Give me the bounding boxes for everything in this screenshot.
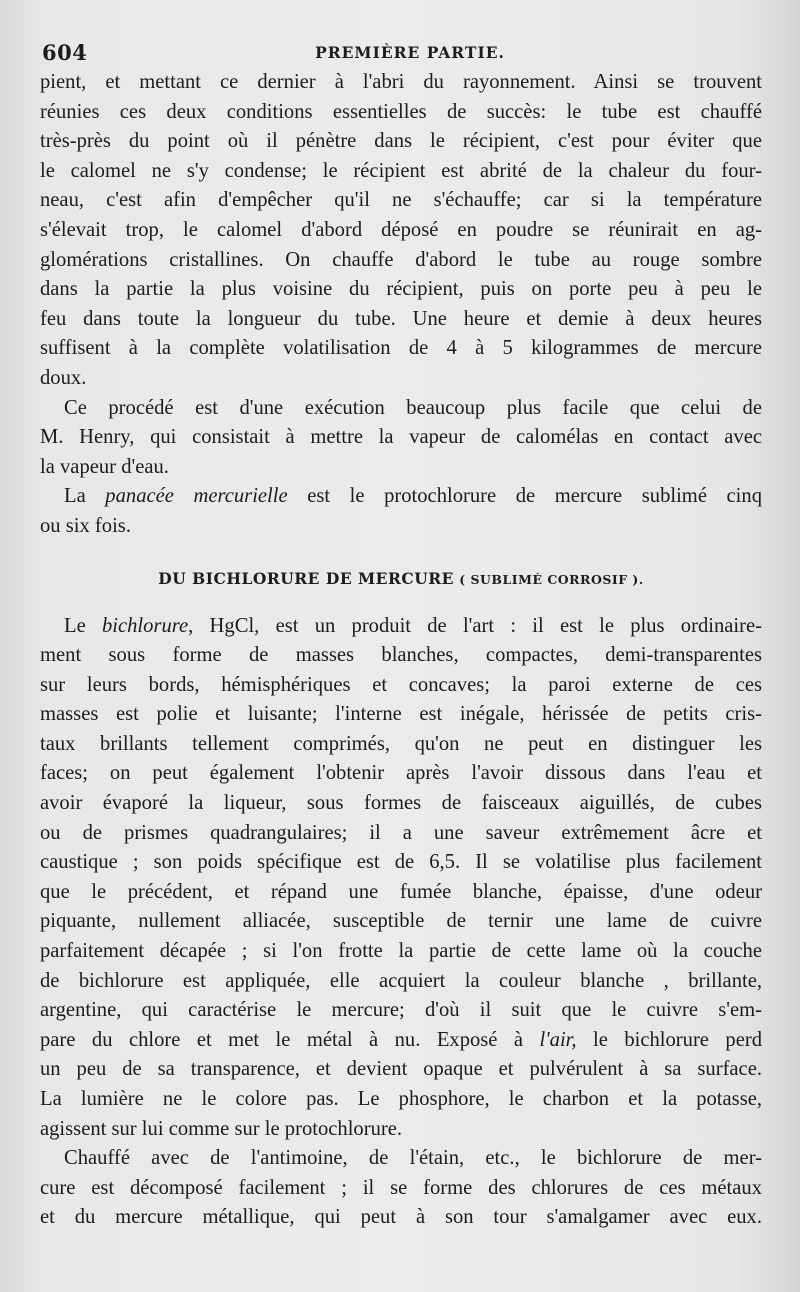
text-line: [40, 482, 762, 512]
body-text-top: [40, 68, 762, 542]
text-line: [40, 1026, 762, 1056]
text-line: un peu de sa transparence, et devient opaque et pulvérulent à sa surface.: [40, 1058, 762, 1081]
text-span: La: [64, 485, 106, 508]
text-line: avoir évaporé la liqueur, sous formes de faisceaux aiguillés, de cubes: [40, 792, 762, 815]
text-span: est le protochlorure de mercure sublimé cinq: [287, 485, 762, 508]
text-line: dans la partie la plus voisine du récipient, puis on porte peu à peu le: [40, 278, 762, 301]
text-line: parfaitement décapée ; si l'on frotte la partie de cette lame où la couche: [40, 940, 762, 963]
section-subtitle: ( SUBLIMÉ CORROSIF ).: [459, 571, 644, 587]
section-title: DU BICHLORURE DE MERCURE: [158, 568, 454, 588]
italic-term: panacée mercurielle: [105, 485, 288, 508]
text-span: Le: [64, 614, 102, 637]
text-line: caustique ; son poids spécifique est de 6,5. Il se volatilise plus facilement: [40, 851, 762, 874]
paragraph: [40, 1144, 762, 1233]
text-line: Chauffé avec de l'antimoine, de l'étain, etc., le bichlorure de mer-: [64, 1147, 762, 1170]
text-line: feu dans toute la longueur du tube. Une heure et demie à deux heures: [40, 307, 762, 330]
text-span: pare du chlore et met le métal à nu. Exposé à: [40, 1028, 540, 1051]
text-line: de bichlorure est appliquée, elle acquiert la couleur blanche , brillante,: [40, 969, 762, 992]
page-header: [40, 38, 762, 68]
text-line: taux brillants tellement comprimés, qu'on ne peut en distinguer les: [40, 732, 762, 755]
body-text-bottom: [40, 612, 762, 1233]
text-line: pient, et mettant ce dernier à l'abri du rayonnement. Ainsi se trouvent: [40, 71, 762, 93]
section-heading: [40, 566, 762, 592]
text-line: réunies ces deux conditions essentielles de succès: le tube est chauffé: [40, 100, 762, 123]
text-line: s'élevait trop, le calomel d'abord déposé en poudre se réunirait en ag-: [40, 218, 762, 241]
text-line: agissent sur lui comme sur le protochlorure.: [40, 1117, 403, 1140]
text-line: glomérations cristallines. On chauffe d'abord le tube au rouge sombre: [40, 248, 762, 271]
italic-term: l'air,: [539, 1028, 577, 1051]
text-span: , HgCl, est un produit de l'art : il est le plus ordinaire-: [188, 614, 762, 637]
paragraph: [40, 612, 762, 1145]
paragraph: [40, 482, 762, 541]
text-line: neau, c'est afin d'empêcher qu'il ne s'échauffe; car si la température: [40, 189, 762, 212]
text-line: que le précédent, et répand une fumée blanche, épaisse, d'une odeur: [40, 880, 762, 903]
text-line: masses est polie et luisante; l'interne est inégale, hérissée de petits cris-: [40, 703, 762, 726]
text-line: le calomel ne s'y condense; le récipient est abrité de la chaleur du four-: [40, 159, 762, 182]
text-line: Ce procédé est d'une exécution beaucoup plus facile que celui de: [64, 396, 762, 419]
text-line: ou de prismes quadrangulaires; il a une saveur extrêmement âcre et: [40, 821, 762, 844]
running-head: PREMIÈRE PARTIE.: [315, 43, 505, 62]
text-line: argentine, qui caractérise le mercure; d'où il suit que le cuivre s'em-: [40, 999, 762, 1022]
paragraph: [40, 68, 762, 394]
text-line: cure est décomposé facilement ; il se forme des chlorures de ces métaux: [40, 1176, 762, 1199]
italic-term: bichlorure: [101, 614, 189, 637]
text-line: piquante, nullement alliacée, susceptible de ternir une lame de cuivre: [40, 910, 762, 933]
text-line: sur leurs bords, hémisphériques et concaves; la paroi externe de ces: [40, 673, 762, 696]
text-line: La lumière ne le colore pas. Le phosphore, le charbon et la potasse,: [40, 1088, 762, 1110]
text-line: doux.: [40, 366, 87, 389]
page-number: 604: [42, 40, 88, 65]
text-line: et du mercure métallique, qui peut à son tour s'amalgamer avec eux.: [40, 1206, 762, 1229]
text-line: la vapeur d'eau.: [40, 455, 169, 478]
text-line: très-près du point où il pénètre dans le récipient, c'est pour éviter que: [40, 130, 762, 153]
text-line: [40, 612, 762, 642]
text-line: ment sous forme de masses blanches, compactes, demi-transparentes: [40, 644, 762, 667]
text-span: le bichlorure perd: [576, 1028, 762, 1051]
text-line: M. Henry, qui consistait à mettre la vapeur de calomélas en contact avec: [40, 426, 762, 449]
text-line: ou six fois.: [40, 514, 131, 537]
text-line: suffisent à la complète volatilisation de 4 à 5 kilogrammes de mercure: [40, 337, 762, 360]
text-line: faces; on peut également l'obtenir après l'avoir dissous dans l'eau et: [40, 762, 762, 785]
paragraph: [40, 394, 762, 483]
